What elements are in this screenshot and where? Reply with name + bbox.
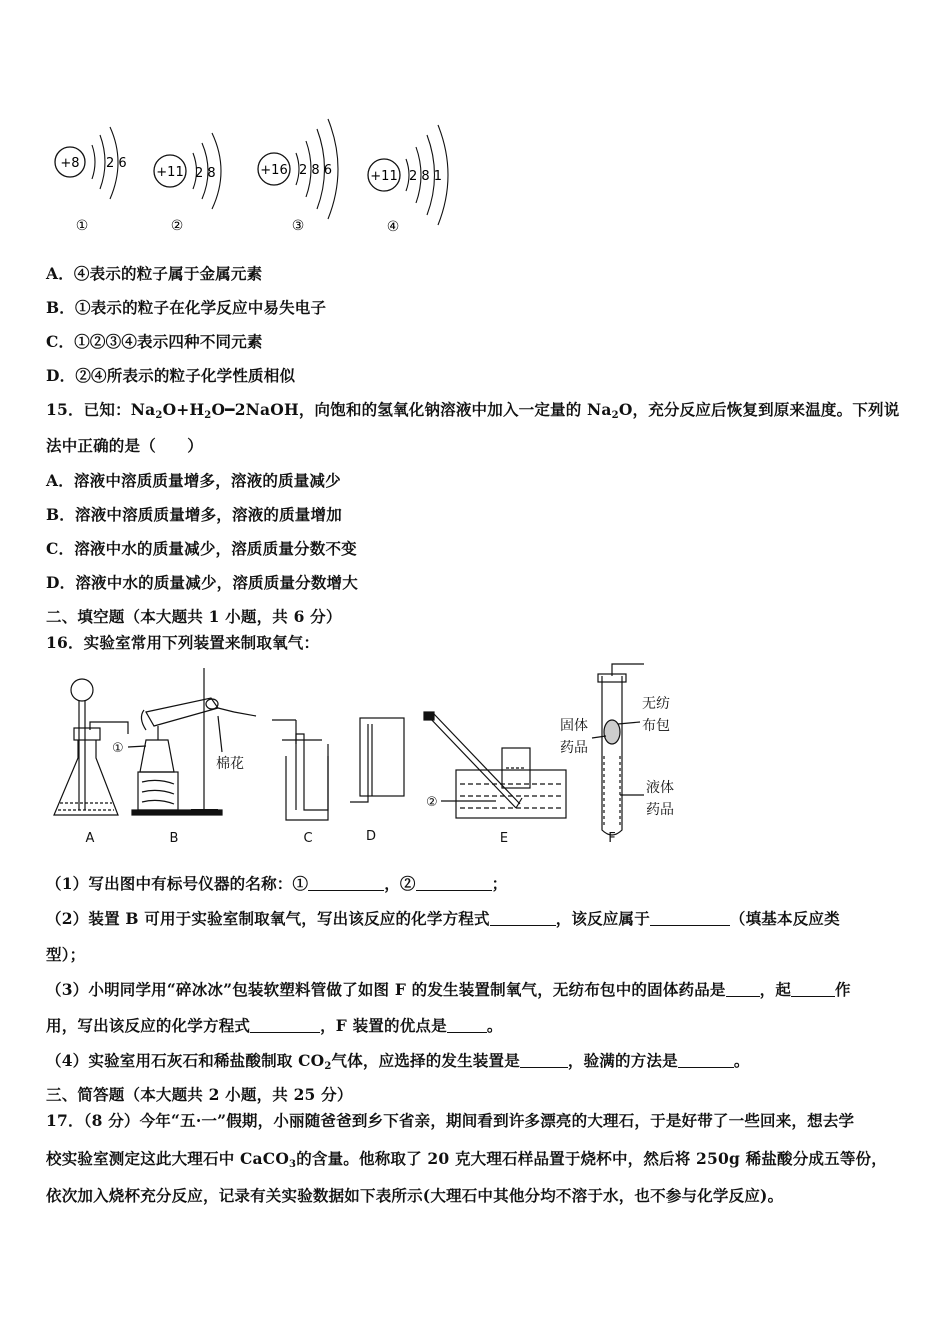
q17-line-1: 17．（8 分）今年“五·一”假期，小丽随爸爸到乡下省亲，期间看到许多漂亮的大理石，于是好带了一些回来，想去学	[46, 1111, 855, 1130]
q14-option-b: B．①表示的粒子在化学反应中易失电子	[46, 298, 327, 317]
q17-line-3: 依次加入烧杯充分反应，记录有关实验数据如下表所示(大理石中其他分均不溶于水，也不参与化学反应)。	[46, 1186, 784, 1205]
atom-2	[154, 133, 221, 234]
svg-text:D: D	[365, 829, 377, 844]
q15-stem-cont: 法中正确的是（ ）	[46, 436, 204, 455]
section-2-heading: 二、填空题（本大题共 1 小题，共 6 分）	[46, 607, 342, 626]
svg-text:布包: 布包	[642, 718, 670, 734]
apparatus-b	[112, 668, 256, 846]
q14-option-a: A．④表示的粒子属于金属元素	[46, 264, 263, 283]
svg-text:液体: 液体	[646, 780, 674, 796]
svg-text:+11: +11	[156, 165, 184, 180]
svg-text:③: ③	[291, 218, 305, 234]
atom-4	[368, 125, 448, 235]
apparatus-c	[272, 720, 328, 846]
svg-text:+11: +11	[370, 169, 398, 184]
q15-option-d: D．溶液中水的质量减少，溶质质量分数增大	[46, 573, 358, 592]
svg-text:药品: 药品	[646, 802, 674, 818]
q16-stem: 16．实验室常用下列装置来制取氧气：	[46, 633, 320, 652]
q14-option-c: C．①②③④表示四种不同元素	[46, 332, 263, 351]
svg-text:棉花: 棉花	[216, 756, 244, 772]
svg-text:F: F	[608, 831, 616, 846]
svg-text:②: ②	[170, 218, 184, 234]
svg-text:2 8 1: 2 8 1	[409, 169, 443, 184]
svg-text:①: ①	[75, 218, 89, 234]
q15-option-a: A．溶液中溶质质量增多，溶液的质量减少	[46, 471, 341, 490]
q16-part-2: （2）装置 B 可用于实验室制取氧气，写出该反应的化学方程式 ，该反应属于 （填基本反应类	[46, 909, 840, 928]
svg-text:药品: 药品	[560, 740, 588, 756]
q16-part-4: （4）实验室用石灰石和稀盐酸制取 $CO_2$气体，应选择的发生装置是 ，验满的方法是 。	[46, 1051, 750, 1072]
q14-option-d: D．②④所表示的粒子化学性质相似	[46, 366, 296, 385]
apparatus-e	[424, 712, 566, 846]
svg-text:固体: 固体	[560, 718, 588, 734]
atom-3	[258, 119, 338, 234]
svg-text:①: ①	[112, 741, 124, 756]
svg-text:无纺: 无纺	[642, 696, 670, 712]
section-3-heading: 三、简答题（本大题共 2 小题，共 25 分）	[46, 1085, 353, 1104]
q17-line-2: 校实验室测定这此大理石中 CaCO$_3$的含量。他称取了 20 克大理石样品置于烧杯中，然后将 250g 稀盐酸分成五等份，	[46, 1149, 887, 1170]
svg-text:+16: +16	[260, 163, 288, 178]
atom-structure-diagrams	[40, 105, 470, 245]
svg-text:C: C	[303, 831, 313, 846]
apparatus-d	[350, 718, 404, 844]
svg-text:④: ④	[386, 219, 400, 235]
apparatus-a	[54, 679, 128, 846]
atom-1	[55, 127, 127, 234]
apparatus-f	[560, 664, 674, 846]
q16-part-1: （1）写出图中有标号仪器的名称：① ，② ；	[46, 874, 508, 893]
q15-option-b: B．溶液中溶质质量增多，溶液的质量增加	[46, 505, 342, 524]
svg-text:2 8 6: 2 8 6	[299, 163, 333, 178]
apparatus-diagram	[46, 660, 696, 855]
svg-text:E: E	[499, 831, 509, 846]
q16-part-3: （3）小明同学用“碎冰冰”包装软塑料管做了如图 F 的发生装置制氧气，无纺布包中的固体药品是 ，起 作	[46, 980, 851, 999]
svg-text:A: A	[85, 831, 95, 846]
svg-text:2 6: 2 6	[106, 156, 127, 171]
q16-part-3-cont: 用，写出该反应的化学方程式 ，F 装置的优点是 。	[46, 1016, 503, 1035]
svg-text:②: ②	[426, 795, 438, 810]
svg-text:+8: +8	[60, 156, 80, 171]
svg-text:B: B	[169, 831, 179, 846]
q16-part-2-cont: 型）；	[46, 945, 86, 964]
svg-text:2 8: 2 8	[195, 166, 216, 181]
q15-stem: 15．已知：$Na_2O+H_2O━2NaOH$，向饱和的氢氧化钠溶液中加入一定量的 $Na_2O$，充分反应后恢复到原来温度。下列说	[46, 400, 900, 421]
q15-option-c: C．溶液中水的质量减少，溶质质量分数不变	[46, 539, 357, 558]
